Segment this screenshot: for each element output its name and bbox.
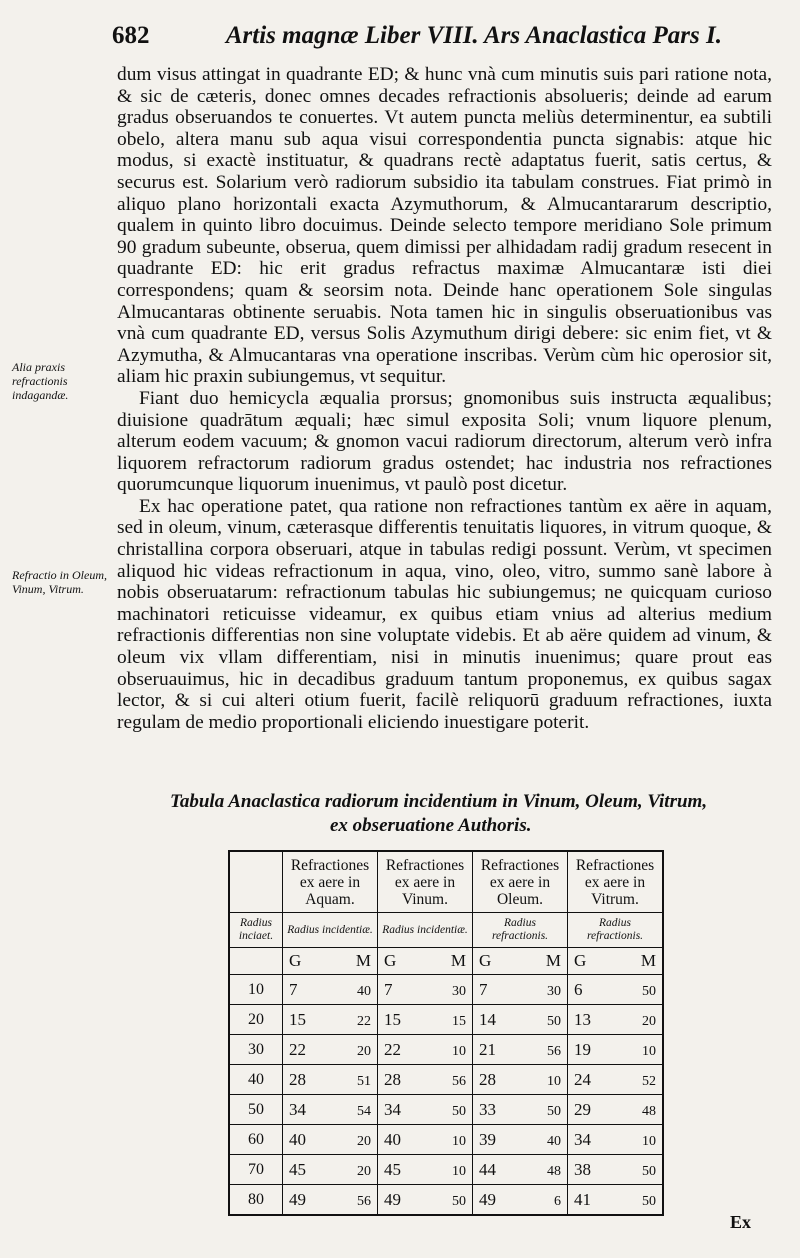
catchword: Ex <box>730 1212 752 1232</box>
value-cell <box>568 1125 664 1155</box>
table-subheader-row <box>229 913 663 948</box>
page-number: 682 <box>112 22 150 49</box>
value-cell <box>568 1005 664 1035</box>
table-row <box>229 1065 663 1095</box>
degrees-value: 49 <box>289 1189 306 1209</box>
value-cell <box>378 975 473 1005</box>
minutes-value: 54 <box>357 1103 371 1119</box>
degrees-value: 7 <box>384 979 393 999</box>
minutes-value: 56 <box>547 1043 561 1059</box>
g-label: G <box>384 951 397 970</box>
paragraph-3: Ex hac operatione patet, qua ratione non refractiones tantùm ex aëre in aquam, sed in oleum, vinum, cæterasque differentis tenuitatis liquores, in vitrum quoque, & christallina corpora obseruari, atque in tabulas redigi possunt. Verùm, vt specimen aliquod hic videas refractionum in aqua, vino, oleo, vitro, summo sanè labore à nobis obseruatarum: refractionum tabulas hic subiungemus; ne quicquam curioso machinatori reticuisse videamur, ex quibus etiam vnius ad alterius medium refractionis differentias non sine voluptate videbis. Et ab aëre quidem ad vinum, & oleum vix vllam differentiam, nisi in minutis inuenimus; quare prout eas obseruauimus, hic in decadibus graduum tantum proponemus, ex quibus sagax lector, & si cui alteri otium fuerit, facilè reliquorū graduum refractiones, iuxta regulam de medio proportionali eliciendo inuestigare poterit. <box>117 495 772 733</box>
value-cell <box>568 975 664 1005</box>
table-title-line-2: ex obseruatione Authoris. <box>330 815 532 836</box>
minutes-value: 50 <box>642 1193 656 1209</box>
value-cell <box>473 1035 568 1065</box>
minutes-value: 20 <box>642 1013 656 1029</box>
m-label: M <box>545 951 561 970</box>
minutes-value: 10 <box>547 1073 561 1089</box>
value-cell <box>378 1155 473 1185</box>
degrees-value: 14 <box>479 1009 496 1029</box>
radius-value: 10 <box>229 975 283 1005</box>
subheader-vitrum: Radius refractionis. <box>568 913 664 948</box>
table-header-row <box>229 851 663 913</box>
table-title-line-1: Tabula Anaclastica radiorum incidentium in Vinum, Oleum, Vitrum, <box>170 791 708 812</box>
value-cell <box>283 1065 378 1095</box>
gm-cell <box>283 948 378 975</box>
degrees-value: 28 <box>384 1069 401 1089</box>
paragraph-1: dum visus attingat in quadrante ED; & hunc vnà cum minutis suis pari ratione nota, & sic de cæteris, donec omnes decades refractionis absolueris; deinde ad earum gradus obseruandos te conuertes. Vt autem puncta meliùs determinentur, ea subtili obelo, altera manu sub aqua visui correspondentia puncta signabis: atque hic modus, si exactè instituatur, & quadrans rectè adaptatus fuerit, satis certus, & securus est. Solarium verò radiorum subsidio ita tabulam construes. Fiat primò in aliquo plano horizontali exacta Azymuthorum, & Almucantararum descriptio, qualem in quinto libro docuimus. Deinde selecto tempore meridiano Sole primum 90 gradum subeunte, obserua, quem dimissi per alhidadam radij gradum resecent in quadrante ED: hic erit gradus refractus maximæ Almucantaræ isti diei correspondens; quam & seorsim nota. Deinde hanc operationem Sole singulas Almucantaras obtinente seruabis. Nota tamen hic in singulis obseruationibus vas vnà cum quadrante ED, versus Solis Azymuthum dirigi debere: sic enim fiet, vt & Azymutha, & Almucantaras vna operatione inscribas. Verùm cùm hic operosior sit, aliam hic praxin subiungemus, vt sequitur. <box>117 64 772 388</box>
value-cell <box>283 1155 378 1185</box>
value-cell <box>378 1125 473 1155</box>
degrees-value: 41 <box>574 1189 591 1209</box>
value-cell <box>378 1035 473 1065</box>
value-cell <box>473 1185 568 1216</box>
value-cell <box>283 1125 378 1155</box>
degrees-value: 15 <box>384 1009 401 1029</box>
degrees-value: 28 <box>289 1069 306 1089</box>
running-title: Artis magnæ Liber VIII. Ars Anaclastica Pars I. <box>225 22 722 49</box>
degrees-value: 13 <box>574 1009 591 1029</box>
page-header <box>112 22 722 50</box>
degrees-value: 44 <box>479 1159 496 1179</box>
value-cell <box>568 1155 664 1185</box>
g-label: G <box>289 951 302 970</box>
minutes-value: 22 <box>357 1013 371 1029</box>
value-cell <box>283 1005 378 1035</box>
degrees-value: 38 <box>574 1159 591 1179</box>
degrees-value: 6 <box>574 979 583 999</box>
value-cell <box>473 1125 568 1155</box>
minutes-value: 40 <box>357 983 371 999</box>
subheader-aquam: Radius incidentiæ. <box>283 913 378 948</box>
blank-corner-cell <box>229 851 283 913</box>
table-gm-row <box>229 948 663 975</box>
minutes-value: 50 <box>642 983 656 999</box>
value-cell <box>568 1185 664 1216</box>
value-cell <box>473 1155 568 1185</box>
minutes-value: 10 <box>452 1163 466 1179</box>
radius-value: 70 <box>229 1155 283 1185</box>
table-row <box>229 1005 663 1035</box>
degrees-value: 15 <box>289 1009 306 1029</box>
column-header-oleum: Refractiones ex aere in Oleum. <box>473 851 568 913</box>
column-header-vitrum: Refractiones ex aere in Vitrum. <box>568 851 664 913</box>
value-cell <box>568 1035 664 1065</box>
value-cell <box>378 1095 473 1125</box>
table-row <box>229 975 663 1005</box>
minutes-value: 52 <box>642 1073 656 1089</box>
subheader-oleum: Radius refractionis. <box>473 913 568 948</box>
table-title <box>170 790 740 838</box>
value-cell <box>283 975 378 1005</box>
paragraph-2: Fiant duo hemicycla æqualia prorsus; gnomonibus suis instructa æqualibus; diuisione quadrātum æquali; hæc simul exposita Soli; vnum liquore plenum, alterum eodem vacuum; & gnomon vacui radiorum directorum, alterum verò infra liquorem refractorum radiorum gradus ostendet; hac industria nos refractiones quorumcunque liquorum inuenimus, vt paulò post dicetur. <box>117 387 772 496</box>
degrees-value: 49 <box>384 1189 401 1209</box>
minutes-value: 50 <box>452 1103 466 1119</box>
value-cell <box>473 975 568 1005</box>
value-cell <box>283 1095 378 1125</box>
degrees-value: 49 <box>479 1189 496 1209</box>
degrees-value: 34 <box>384 1099 401 1119</box>
minutes-value: 10 <box>642 1043 656 1059</box>
value-cell <box>568 1065 664 1095</box>
degrees-value: 28 <box>479 1069 496 1089</box>
subheader-vinum: Radius incidentiæ. <box>378 913 473 948</box>
value-cell <box>473 1065 568 1095</box>
radius-value: 40 <box>229 1065 283 1095</box>
column-header-vinum: Refractiones ex aere in Vinum. <box>378 851 473 913</box>
table-row <box>229 1095 663 1125</box>
value-cell <box>378 1005 473 1035</box>
value-cell <box>473 1095 568 1125</box>
degrees-value: 45 <box>289 1159 306 1179</box>
minutes-value: 10 <box>642 1133 656 1149</box>
degrees-value: 24 <box>574 1069 591 1089</box>
degrees-value: 34 <box>289 1099 306 1119</box>
degrees-value: 33 <box>479 1099 496 1119</box>
body-text <box>117 64 772 733</box>
m-label: M <box>640 951 656 970</box>
gm-cell <box>568 948 664 975</box>
degrees-value: 29 <box>574 1099 591 1119</box>
margin-note-praxis: Alia praxis refractionis indagandæ. <box>12 360 69 402</box>
minutes-value: 20 <box>357 1163 371 1179</box>
refraction-table <box>228 850 664 1216</box>
degrees-value: 39 <box>479 1129 496 1149</box>
value-cell <box>283 1185 378 1216</box>
minutes-value: 50 <box>642 1163 656 1179</box>
radius-value: 50 <box>229 1095 283 1125</box>
m-label: M <box>450 951 466 970</box>
minutes-value: 51 <box>357 1073 371 1089</box>
degrees-value: 22 <box>289 1039 306 1059</box>
radius-value: 80 <box>229 1185 283 1216</box>
value-cell <box>378 1185 473 1216</box>
degrees-value: 45 <box>384 1159 401 1179</box>
degrees-value: 7 <box>289 979 298 999</box>
minutes-value: 56 <box>452 1073 466 1089</box>
radius-header: Radius inciaet. <box>229 913 283 948</box>
minutes-value: 40 <box>547 1133 561 1149</box>
minutes-value: 50 <box>547 1103 561 1119</box>
margin-note-refractio: Refractio in Oleum, Vinum, Vitrum. <box>12 568 107 596</box>
minutes-value: 50 <box>547 1013 561 1029</box>
column-header-aquam: Refractiones ex aere in Aquam. <box>283 851 378 913</box>
value-cell <box>283 1035 378 1065</box>
minutes-value: 10 <box>452 1043 466 1059</box>
radius-value: 20 <box>229 1005 283 1035</box>
g-label: G <box>574 951 587 970</box>
table-row <box>229 1035 663 1065</box>
degrees-value: 34 <box>574 1129 591 1149</box>
table-row <box>229 1155 663 1185</box>
degrees-value: 40 <box>384 1129 401 1149</box>
value-cell <box>568 1095 664 1125</box>
gm-blank-cell <box>229 948 283 975</box>
m-label: M <box>355 951 371 970</box>
table-row <box>229 1185 663 1216</box>
minutes-value: 20 <box>357 1133 371 1149</box>
minutes-value: 15 <box>452 1013 466 1029</box>
minutes-value: 20 <box>357 1043 371 1059</box>
minutes-value: 48 <box>547 1163 561 1179</box>
value-cell <box>378 1065 473 1095</box>
radius-value: 60 <box>229 1125 283 1155</box>
degrees-value: 21 <box>479 1039 496 1059</box>
degrees-value: 19 <box>574 1039 591 1059</box>
gm-cell <box>473 948 568 975</box>
degrees-value: 7 <box>479 979 488 999</box>
radius-value: 30 <box>229 1035 283 1065</box>
value-cell <box>473 1005 568 1035</box>
minutes-value: 6 <box>554 1193 561 1209</box>
table-row <box>229 1125 663 1155</box>
degrees-value: 40 <box>289 1129 306 1149</box>
degrees-value: 22 <box>384 1039 401 1059</box>
minutes-value: 10 <box>452 1133 466 1149</box>
minutes-value: 50 <box>452 1193 466 1209</box>
minutes-value: 48 <box>642 1103 656 1119</box>
g-label: G <box>479 951 492 970</box>
minutes-value: 30 <box>547 983 561 999</box>
minutes-value: 56 <box>357 1193 371 1209</box>
gm-cell <box>378 948 473 975</box>
minutes-value: 30 <box>452 983 466 999</box>
